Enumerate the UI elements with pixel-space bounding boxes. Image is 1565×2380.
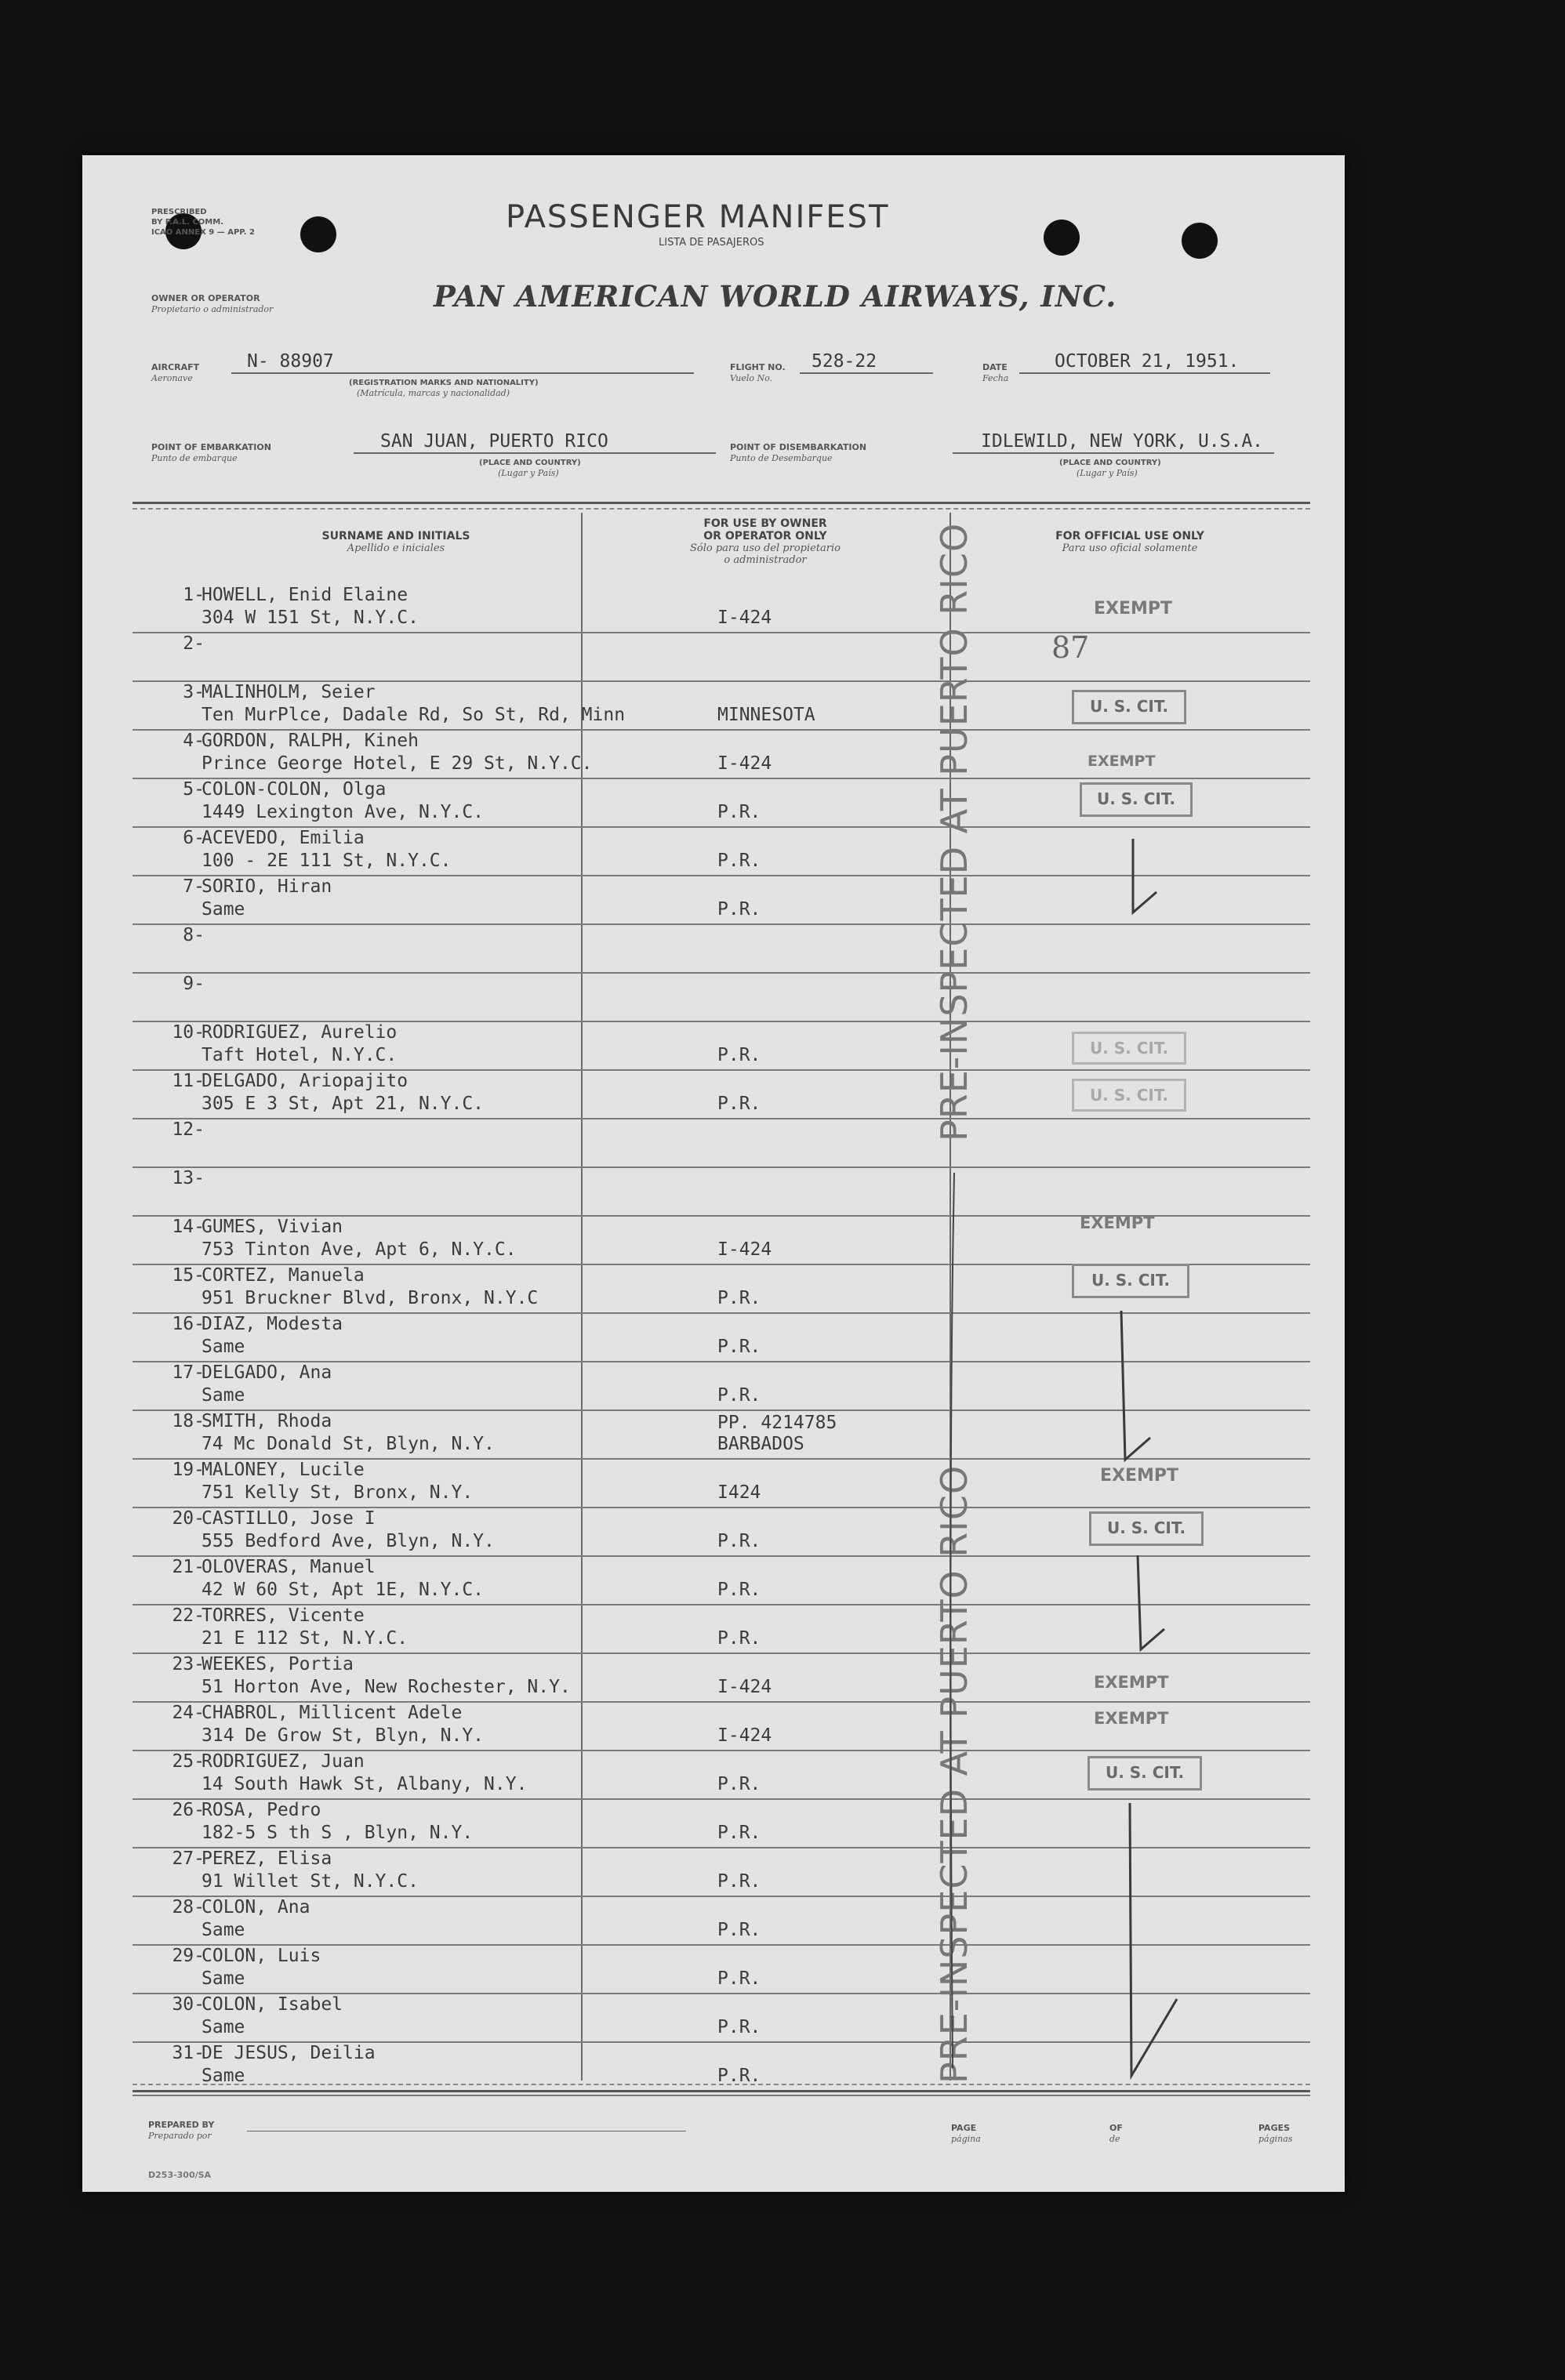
passenger-address: 753 Tinton Ave, Apt 6, N.Y.C. — [202, 1239, 517, 1260]
of-label: OF — [1109, 2123, 1123, 2133]
row-number: 18- — [172, 1411, 205, 1431]
column-header-name-label: SURNAME AND INITIALS — [321, 530, 470, 542]
flight-label-es: Vuelo No. — [730, 373, 773, 383]
prepared-by-label-es: Preparado por — [148, 2131, 212, 2141]
operator-note: I-424 — [717, 1725, 772, 1746]
passenger-address: Ten MurPlce, Dadale Rd, So St, Rd, Minn — [202, 705, 626, 725]
operator-note: I-424 — [717, 1677, 772, 1697]
column-header-official-label-es: Para uso oficial solamente — [1062, 542, 1198, 554]
passenger-address: 314 De Grow St, Blyn, N.Y. — [202, 1725, 485, 1746]
passenger-address: Same — [202, 1920, 245, 1940]
pages-label: PAGES — [1258, 2123, 1291, 2133]
exempt-stamp: EXEMPT — [1100, 1466, 1179, 1486]
embark-value: SAN JUAN, PUERTO RICO — [380, 431, 608, 452]
row-number: 22- — [172, 1605, 205, 1626]
pages-label-es: páginas — [1258, 2134, 1293, 2144]
us-cit-stamp: U. S. CIT. — [1072, 1264, 1189, 1298]
disembark-place-caption-es: (Lugar y País) — [1077, 468, 1138, 478]
ditto-mark — [1133, 839, 1157, 912]
passenger-name: WEEKES, Portia — [202, 1654, 354, 1674]
passenger-name: OLOVERAS, Manuel — [202, 1557, 376, 1577]
embark-place-caption: (PLACE AND COUNTRY) — [479, 459, 581, 467]
row-number: 19- — [172, 1460, 205, 1480]
us-cit-stamp: U. S. CIT. — [1072, 1032, 1186, 1065]
operator-note: P.R. — [717, 2017, 761, 2037]
operator-note: P.R. — [717, 2066, 761, 2086]
operator-note: P.R. — [717, 1385, 761, 1406]
operator-note: P.R. — [717, 1871, 761, 1892]
note-line: PRESCRIBED — [151, 208, 207, 216]
column-header-operator-line-es: o administrador — [724, 554, 807, 566]
ditto-mark — [1138, 1555, 1164, 1649]
column-header-name-label-es: Apellido e iniciales — [347, 542, 445, 554]
passenger-name: DIAZ, Modesta — [202, 1314, 343, 1334]
us-cit-stamp: U. S. CIT. — [1072, 690, 1186, 724]
row-number: 9- — [183, 974, 205, 994]
row-number: 2- — [183, 633, 205, 654]
passenger-name: CASTILLO, Jose I — [202, 1508, 376, 1529]
passenger-address: Same — [202, 1968, 245, 1989]
exempt-stamp: EXEMPT — [1094, 1709, 1169, 1728]
passenger-address: 14 South Hawk St, Albany, N.Y. — [202, 1774, 528, 1794]
passenger-name: CORTEZ, Manuela — [202, 1265, 365, 1286]
embark-label-es: Punto de embarque — [151, 453, 238, 463]
operator-note: P.R. — [717, 1580, 761, 1600]
operator-note: I-424 — [717, 608, 772, 628]
operator-note: P.R. — [717, 802, 761, 822]
passenger-address: 182-5 S th S , Blyn, N.Y. — [202, 1823, 474, 1843]
column-header-operator-line: FOR USE BY OWNER — [703, 517, 827, 530]
disembark-label: POINT OF DISEMBARKATION — [730, 442, 867, 452]
passenger-address: Taft Hotel, N.Y.C. — [202, 1045, 398, 1065]
owner-label-es: Propietario o administrador — [151, 304, 274, 314]
row-number: 7- — [183, 876, 205, 897]
us-cit-stamp: U. S. CIT. — [1088, 1756, 1202, 1790]
row-number: 4- — [183, 731, 205, 751]
passenger-name: RODRIGUEZ, Juan — [202, 1751, 365, 1772]
passenger-address: 305 E 3 St, Apt 21, N.Y.C. — [202, 1094, 485, 1114]
aircraft-label-es: Aeronave — [151, 373, 193, 383]
operator-note: P.R. — [717, 851, 761, 871]
manifest-sheet — [82, 155, 1345, 2192]
exempt-stamp: EXEMPT — [1088, 753, 1156, 770]
passenger-address: 21 E 112 St, N.Y.C. — [202, 1628, 408, 1649]
operator-note: P.R. — [717, 1045, 761, 1065]
bracket-mark — [950, 1173, 954, 2068]
row-number: 14- — [172, 1217, 205, 1237]
count-note: 87 — [1051, 630, 1090, 665]
passenger-name: COLON, Ana — [202, 1897, 310, 1917]
row-number: 23- — [172, 1654, 205, 1674]
aircraft-label: AIRCRAFT — [151, 362, 200, 372]
note-line: ICAO ANNEX 9 — APP. 2 — [151, 228, 256, 237]
row-number: 29- — [172, 1946, 205, 1966]
page-title: PASSENGER MANIFEST — [506, 199, 890, 235]
passenger-address: 1449 Lexington Ave, N.Y.C. — [202, 802, 485, 822]
page-label-es: página — [951, 2134, 981, 2144]
row-number: 10- — [172, 1022, 205, 1043]
operator-note: P.R. — [717, 1968, 761, 1989]
passenger-name: SMITH, Rhoda — [202, 1411, 332, 1431]
exempt-stamp: EXEMPT — [1094, 1673, 1169, 1692]
footer-top-rule — [133, 2095, 1310, 2096]
operator-note: P.R. — [717, 1823, 761, 1843]
passenger-name: HOWELL, Enid Elaine — [202, 585, 408, 605]
flight-label: FLIGHT NO. — [730, 362, 786, 372]
aircraft-caption-es: (Matrícula, marcas y nacionalidad) — [357, 388, 510, 398]
passenger-address: 304 W 151 St, N.Y.C. — [202, 608, 419, 628]
passenger-name: DELGADO, Ariopajito — [202, 1071, 408, 1091]
column-header-operator-line-es: Sólo para uso del propietario — [689, 542, 841, 554]
ditto-mark — [1121, 1311, 1150, 1460]
row-number: 6- — [183, 828, 205, 848]
row-number: 11- — [172, 1071, 205, 1091]
operator-note: I-424 — [717, 753, 772, 774]
passenger-address: 100 - 2E 111 St, N.Y.C. — [202, 851, 452, 871]
row-number: 13- — [172, 1168, 205, 1188]
passenger-address: 74 Mc Donald St, Blyn, N.Y. — [202, 1434, 495, 1454]
page-subtitle: LISTA DE PASAJEROS — [659, 237, 764, 249]
us-cit-stamp: U. S. CIT. — [1080, 782, 1193, 817]
operator-note: P.R. — [717, 1337, 761, 1357]
operator-note: P.R. — [717, 1531, 761, 1551]
operator-note: PP. 4214785 — [717, 1413, 837, 1433]
operator-note: I-424 — [717, 1239, 772, 1260]
preinspected-stamp-bottom: PRE-INSPECTED AT PUERTO RICO — [933, 1464, 975, 2084]
passenger-address: 555 Bedford Ave, Blyn, N.Y. — [202, 1531, 495, 1551]
pen-marks — [82, 155, 1345, 2192]
operator-note: P.R. — [717, 1774, 761, 1794]
passenger-name: TORRES, Vicente — [202, 1605, 365, 1626]
company-name: PAN AMERICAN WORLD AIRWAYS, INC. — [434, 279, 1117, 314]
operator-note: MINNESOTA — [717, 705, 815, 725]
date-label: DATE — [982, 362, 1008, 372]
of-label-es: de — [1109, 2134, 1120, 2144]
row-number: 24- — [172, 1703, 205, 1723]
passenger-name: RODRIGUEZ, Aurelio — [202, 1022, 398, 1043]
operator-note: P.R. — [717, 1094, 761, 1114]
passenger-name: MALINHOLM, Seier — [202, 682, 376, 702]
exempt-stamp: EXEMPT — [1080, 1214, 1155, 1232]
row-number: 8- — [183, 925, 205, 945]
column-header-official-label: FOR OFFICIAL USE ONLY — [1055, 530, 1204, 542]
passenger-address: 951 Bruckner Blvd, Bronx, N.Y.C — [202, 1288, 539, 1308]
us-cit-stamp: U. S. CIT. — [1072, 1079, 1186, 1112]
row-number: 17- — [172, 1362, 205, 1383]
passenger-name: ROSA, Pedro — [202, 1800, 321, 1820]
row-number: 12- — [172, 1119, 205, 1140]
us-cit-stamp: U. S. CIT. — [1089, 1511, 1204, 1546]
operator-note: I424 — [717, 1482, 761, 1503]
passenger-address: Prince George Hotel, E 29 St, N.Y.C. — [202, 753, 593, 774]
passenger-name: ACEVEDO, Emilia — [202, 828, 365, 848]
row-number: 21- — [172, 1557, 205, 1577]
date-label-es: Fecha — [982, 373, 1009, 383]
embark-place-caption-es: (Lugar y País) — [498, 468, 559, 478]
operator-note-2: BARBADOS — [717, 1434, 804, 1454]
operator-note: P.R. — [717, 1628, 761, 1649]
disembark-label-es: Punto de Desembarque — [730, 453, 833, 463]
passenger-name: CHABROL, Millicent Adele — [202, 1703, 463, 1723]
passenger-name: DE JESUS, Deilia — [202, 2043, 376, 2063]
page-label: PAGE — [951, 2123, 977, 2133]
row-number: 16- — [172, 1314, 205, 1334]
passenger-name: MALONEY, Lucile — [202, 1460, 365, 1480]
form-code: D253-300/SA — [148, 2170, 212, 2180]
owner-label: OWNER OR OPERATOR — [151, 293, 260, 303]
row-number: 5- — [183, 779, 205, 800]
passenger-address: Same — [202, 1385, 245, 1406]
row-number: 27- — [172, 1848, 205, 1869]
passenger-address: Same — [202, 2066, 245, 2086]
row-number: 28- — [172, 1897, 205, 1917]
passenger-address: 91 Willet St, N.Y.C. — [202, 1871, 419, 1892]
disembark-place-caption: (PLACE AND COUNTRY) — [1059, 459, 1161, 467]
passenger-address: Same — [202, 1337, 245, 1357]
passenger-name: PEREZ, Elisa — [202, 1848, 332, 1869]
prepared-by-label: PREPARED BY — [148, 2120, 215, 2130]
column-header-operator-line: OR OPERATOR ONLY — [703, 530, 827, 542]
passenger-name: COLON, Luis — [202, 1946, 321, 1966]
row-number: 15- — [172, 1265, 205, 1286]
aircraft-value: N- 88907 — [247, 351, 334, 372]
exempt-stamp: EXEMPT — [1094, 599, 1173, 619]
passenger-name: GUMES, Vivian — [202, 1217, 343, 1237]
passenger-address: 51 Horton Ave, New Rochester, N.Y. — [202, 1677, 571, 1697]
row-number: 25- — [172, 1751, 205, 1772]
row-number: 26- — [172, 1800, 205, 1820]
passenger-address: 751 Kelly St, Bronx, N.Y. — [202, 1482, 474, 1503]
operator-note: P.R. — [717, 899, 761, 920]
passenger-address: Same — [202, 899, 245, 920]
row-number: 3- — [183, 682, 205, 702]
passenger-name: COLON, Isabel — [202, 1994, 343, 2015]
note-line: BY P.A.L. COMM. — [151, 218, 224, 227]
passenger-address: Same — [202, 2017, 245, 2037]
operator-note: P.R. — [717, 1920, 761, 1940]
passenger-address: 42 W 60 St, Apt 1E, N.Y.C. — [202, 1580, 485, 1600]
date-value: OCTOBER 21, 1951. — [1055, 351, 1240, 372]
row-number: 20- — [172, 1508, 205, 1529]
row-number: 31- — [172, 2043, 205, 2063]
operator-note: P.R. — [717, 1288, 761, 1308]
passenger-name: DELGADO, Ana — [202, 1362, 332, 1383]
flight-value: 528-22 — [812, 351, 877, 372]
embark-label: POINT OF EMBARKATION — [151, 442, 271, 452]
aircraft-caption: (REGISTRATION MARKS AND NATIONALITY) — [349, 379, 539, 387]
row-number: 30- — [172, 1994, 205, 2015]
passenger-name: COLON-COLON, Olga — [202, 779, 387, 800]
passenger-name: GORDON, RALPH, Kineh — [202, 731, 419, 751]
row-number: 1- — [183, 585, 205, 605]
preinspected-stamp-top: PRE-INSPECTED AT PUERTO RICO — [933, 522, 975, 1141]
ditto-mark — [1130, 1803, 1177, 2076]
passenger-name: SORIO, Hiran — [202, 876, 332, 897]
disembark-value: IDLEWILD, NEW YORK, U.S.A. — [981, 431, 1264, 452]
